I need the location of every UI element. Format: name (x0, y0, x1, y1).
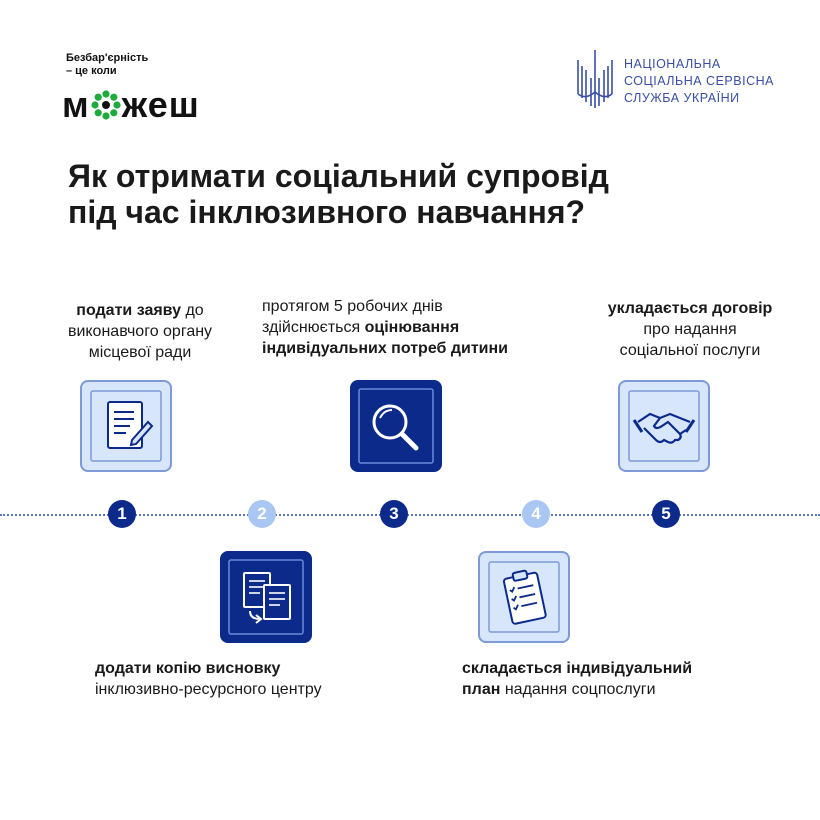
step-5-icon-box (618, 380, 710, 472)
step-4-number: 4 (522, 500, 550, 528)
step-3-rest-a: протягом 5 робочих днів (262, 298, 443, 315)
step-4-icon-box (478, 551, 570, 643)
step-1-text (40, 300, 240, 363)
step-2-bold: додати копію висновку (95, 660, 281, 677)
step-1-rest-a: до (181, 302, 204, 319)
step-4-bold2: план (462, 681, 501, 698)
page-title (68, 158, 768, 230)
page-title-line2: під час інклюзивного навчання? (68, 194, 586, 230)
step-1-number: 1 (108, 500, 136, 528)
step-5-rest-b: соціальної послуги (619, 342, 761, 359)
step-3-bold2: індивідуальних потреб дитини (262, 340, 508, 357)
agency-name-line2: СОЦІАЛЬНА СЕРВІСНА (624, 74, 774, 88)
step-2-icon-box (220, 551, 312, 643)
magnifier-icon (350, 380, 442, 472)
logo-tagline (66, 52, 186, 78)
step-3-text (262, 296, 582, 359)
copy-documents-icon (220, 551, 312, 643)
step-1-bold: подати заяву (76, 302, 182, 319)
step-2-text (95, 658, 415, 700)
handshake-icon (620, 382, 712, 474)
step-5-bold: укладається договір (607, 300, 773, 317)
step-4-rest-a: надання соцпослуги (500, 681, 656, 698)
step-5-number: 5 (652, 500, 680, 528)
clipboard-checklist-icon (480, 553, 572, 645)
step-5-text (580, 298, 800, 361)
brand-suffix: жеш (121, 84, 200, 125)
flower-logo-icon (91, 88, 121, 118)
logo-tagline-line1: Безбар'єрність (66, 52, 149, 64)
step-2-number: 2 (248, 500, 276, 528)
trident-emblem-icon (574, 48, 616, 110)
brand-prefix: м (62, 84, 90, 125)
step-3-number: 3 (380, 500, 408, 528)
brand-logo (62, 85, 200, 125)
document-edit-icon (82, 382, 174, 474)
step-5-rest-a: про надання (643, 321, 737, 338)
step-3-rest-b: здійснюється (262, 319, 365, 336)
step-1-rest-c: місцевої ради (88, 344, 192, 361)
step-4-bold: складається індивідуальний (462, 660, 693, 677)
step-4-text (462, 658, 762, 700)
step-1-icon-box (80, 380, 172, 472)
step-3-icon-box (350, 380, 442, 472)
logo-tagline-line2: – це коли (66, 65, 117, 77)
page-title-line1: Як отримати соціальний супровід (68, 158, 609, 194)
agency-name-line3: СЛУЖБА УКРАЇНИ (624, 91, 740, 105)
step-1-rest-b: виконавчого органу (67, 323, 213, 340)
agency-name-line1: НАЦІОНАЛЬНА (624, 57, 721, 71)
step-3-bold: оцінювання (364, 319, 460, 336)
step-2-rest-a: інклюзивно-ресурсного центру (95, 681, 322, 698)
agency-name (624, 56, 774, 107)
